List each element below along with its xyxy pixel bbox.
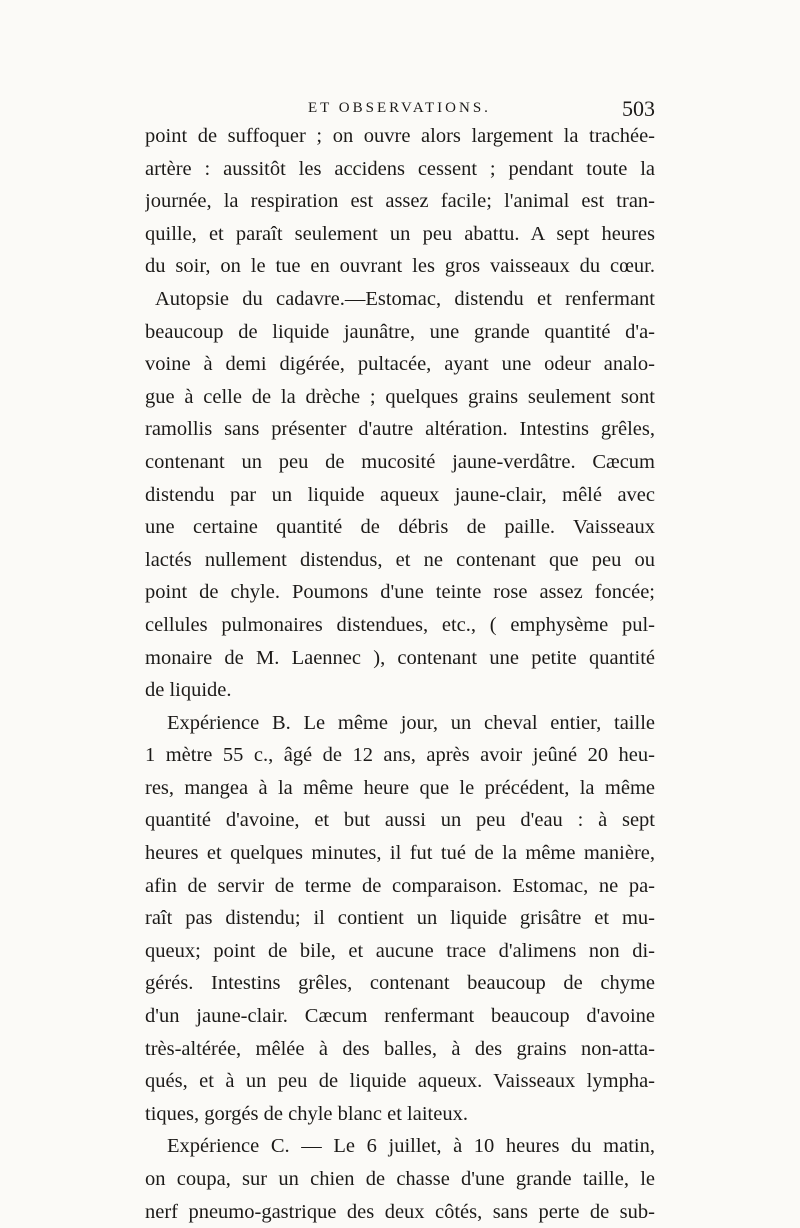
text-line: voine à demi digérée, pultacée, ayant une odeur analo- (145, 353, 655, 376)
text-line: Expérience B. Le même jour, un cheval entier, taille (167, 711, 655, 734)
text-line: 1 mètre 55 c., âgé de 12 ans, après avoir jeûné 20 heu- (145, 744, 655, 767)
text-line: lactés nullement distendus, et ne contenant que peu ou (145, 548, 655, 571)
text-line: res, mangea à la même heure que le précédent, la même (145, 776, 655, 799)
text-line: Autopsie du cadavre.—Estomac, distendu et renfermant (155, 287, 655, 310)
text-line: raît pas distendu; il contient un liquide grisâtre et mu- (145, 907, 655, 930)
text-line: point de suffoquer ; on ouvre alors largement la trachée- (145, 125, 655, 147)
text-line: point de chyle. Poumons d'une teinte rose assez foncée; (145, 581, 655, 604)
text-line: afin de servir de terme de comparaison. Estomac, ne pa- (145, 874, 655, 897)
text-line: journée, la respiration est assez facile; l'animal est tran- (145, 190, 655, 213)
text-line: de liquide. (145, 679, 232, 702)
text-line: artère : aussitôt les accidens cessent ; pendant toute la (145, 157, 655, 180)
text-line: du soir, on le tue en ouvrant les gros vaisseaux du cœur. (145, 255, 655, 278)
text-line: on coupa, sur un chien de chasse d'une grande taille, le (145, 1168, 655, 1190)
text-line: quantité d'avoine, et but aussi un peu d'eau : à sept (145, 809, 655, 832)
text-line: ramollis sans présenter d'autre altération. Intestins grêles, (145, 418, 655, 441)
text-line: une certaine quantité de débris de paille. Vaisseaux (145, 516, 655, 539)
text-line: monaire de M. Laennec ), contenant une petite quantité (145, 646, 655, 669)
text-line: distendu par un liquide aqueux jaune-clair, mêlé avec (145, 483, 655, 506)
text-line: contenant un peu de mucosité jaune-verdâtre. Cæcum (145, 450, 655, 473)
text-line: d'un jaune-clair. Cæcum renfermant beaucoup d'avoine (145, 1005, 655, 1028)
text-line: gue à celle de la drèche ; quelques grains seulement sont (145, 385, 655, 408)
text-line: qués, et à un peu de liquide aqueux. Vaisseaux lympha- (145, 1070, 655, 1093)
text-line: nerf pneumo-gastrique des deux côtés, sans perte de sub- (145, 1200, 655, 1223)
text-line: queux; point de bile, et aucune trace d'alimens non di- (145, 939, 655, 962)
text-line: quille, et paraît seulement un peu abattu. A sept heures (145, 222, 655, 245)
text-line: heures et quelques minutes, il fut tué de la même manière, (145, 842, 655, 865)
text-line: gérés. Intestins grêles, contenant beaucoup de chyme (145, 972, 655, 995)
text-line: très-altérée, mêlée à des balles, à des grains non-atta- (145, 1037, 655, 1060)
text-line: Expérience C. — Le 6 juillet, à 10 heures du matin, (167, 1135, 655, 1158)
text-line: tiques, gorgés de chyle blanc et laiteux. (145, 1102, 468, 1125)
text-line: cellules pulmonaires distendues, etc., ( emphysème pul- (145, 613, 655, 636)
body-text (145, 120, 655, 1228)
text-line: beaucoup de liquide jaunâtre, une grande quantité d'a- (145, 320, 655, 343)
page-number: 503 (622, 96, 655, 121)
running-head: ET OBSERVATIONS. (308, 100, 491, 116)
